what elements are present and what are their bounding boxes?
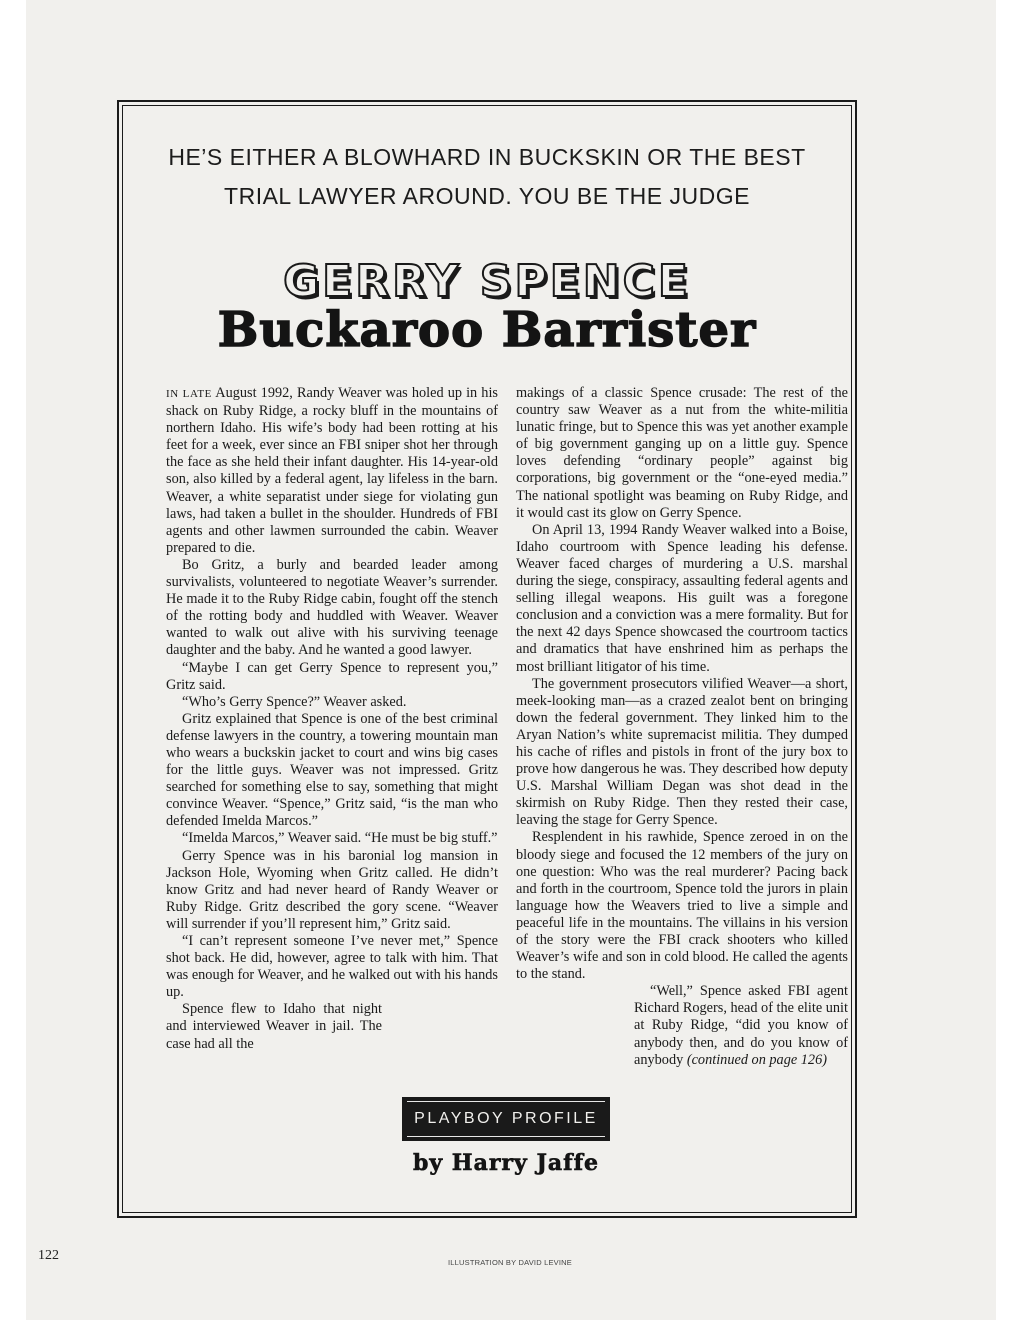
article-deck <box>122 138 852 216</box>
paragraph: Gerry Spence was in his baronial log mansion in Jackson Hole, Wyoming when Gritz called. He didn’t know Gritz and had never heard of Randy Weaver or Ruby Ridge. Gritz described the gory scene. “Weaver will surrender if you’ll represent him,” Gritz said. <box>166 847 498 932</box>
paragraph: Bo Gritz, a burly and bearded leader among survivalists, volunteered to negotiate Weaver’s surrender. He made it to the Ruby Ridge cabin, fought off the stench of the rotting body and huddled with Weaver. Weaver wanted to walk out alive with his surviving teenage daughter and the baby. And he wanted a good lawyer. <box>166 556 498 659</box>
continued-note: (continued on page 126) <box>686 1051 827 1068</box>
illustration-credit: ILLUSTRATION BY DAVID LEVINE <box>448 1258 572 1267</box>
article-title-name: GERRY SPENCE <box>283 256 691 307</box>
text-column-right <box>516 385 848 1069</box>
deck-line-1: HE’S EITHER A BLOWHARD IN BUCKSKIN OR THE BEST <box>168 144 806 170</box>
playboy-profile-label-box <box>402 1097 610 1141</box>
deck-line-2: TRIAL LAWYER AROUND. YOU BE THE JUDGE <box>224 183 750 209</box>
paragraph: “Well,” Spence asked FBI agent Richard Rogers, head of the elite unit at Ruby Ridge, “did you know of anybody then, and do you know of anybody (continued on page 126) <box>634 983 848 1068</box>
paragraph: Gritz explained that Spence is one of the best criminal defense lawyers in the country, a towering mountain man who wears a buckskin jacket to court and wins big cases for the little guys. Weaver was not impressed. Gritz searched for something else to say, something that might convince Weaver. “Spence,” Gritz said, “is the man who defended Imelda Marcos.” <box>166 710 498 830</box>
text-column-left <box>166 385 498 1053</box>
author-byline: by Harry Jaffe <box>412 1150 600 1176</box>
playboy-profile-label: PLAYBOY PROFILE <box>407 1101 605 1137</box>
paragraph: “Who’s Gerry Spence?” Weaver asked. <box>182 693 407 710</box>
paragraph: On April 13, 1994 Randy Weaver walked into a Boise, Idaho courtroom with Spence leading his defense. Weaver faced charges of murdering a U.S. marshal during the siege, conspiracy, assaulting federal agents and selling illegal weapons. His guilt was a foregone conclusion and a conviction was a mere formality. But for the next 42 days Spence showcased the courtroom tactics and dramatics that have enshrined him as perhaps the most brilliant litigator of his time. <box>516 521 848 675</box>
paragraph: Spence flew to Idaho that night and interviewed Weaver in jail. The case had all the <box>166 1001 382 1052</box>
page-number: 122 <box>38 1248 59 1263</box>
paragraph: “I can’t represent someone I’ve never met,” Spence shot back. He did, however, agree to talk with him. That was enough for Weaver, and he walked out with his hands up. <box>166 933 498 1001</box>
paragraph: Resplendent in his rawhide, Spence zeroed in on the bloody siege and focused the 12 members of the jury on one question: Who was the real murderer? Pacing back and forth in the courtroom, Spence told the jurors in plain language how the Weavers tried to live a simple and peaceful life in the mountains. The villains in his version of the story were the FBI crack shooters who killed Weaver’s wife and son in cold blood. He called the agents to the stand. <box>516 829 848 983</box>
paragraph: IN LATE August 1992, Randy Weaver was holed up in his shack on Ruby Ridge, a rocky bluff in the mountains of northern Idaho. His wife’s body had been rotting at his feet for a week, ever since an FBI sniper shot her through the face as she held their infant daughter. His 14-year-old son, also killed by a federal agent, lay lifeless in the barn. Weaver, a white separatist under siege for violating gun laws, had taken a bullet in the shoulder. Hundreds of FBI agents and other lawmen surrounded the cabin. Weaver prepared to die. <box>166 385 498 556</box>
paragraph: The government prosecutors vilified Weaver—a short, meek-looking man—as a crazed zealot bent on bringing down the federal government. They linked him to the Aryan Nation’s white supremacist militia. They dumped his cache of rifles and pistols in front of the jury box to prove how dangerous he was. They described how deputy U.S. Marshal William Degan was shot dead in the skirmish on Ruby Ridge. Then they rested their case, leaving the stage for Gerry Spence. <box>516 675 848 829</box>
lead-in: IN LATE <box>166 388 212 400</box>
paragraph: “Imelda Marcos,” Weaver said. “He must be big stuff.” <box>182 830 498 847</box>
article-title-nickname: Buckaroo Barrister <box>217 302 757 358</box>
paragraph: makings of a classic Spence crusade: The rest of the country saw Weaver as a nut from the white-militia lunatic fringe, but to Spence this was yet another example of big government ganging up on a little guy. Spence loves defending “ordinary people” against big corporations, big government or the “one-eyed media.” The national spotlight was beaming on Ruby Ridge, and it would cast its glow on Gerry Spence. <box>516 385 848 521</box>
paragraph: “Maybe I can get Gerry Spence to represent you,” Gritz said. <box>166 659 498 693</box>
